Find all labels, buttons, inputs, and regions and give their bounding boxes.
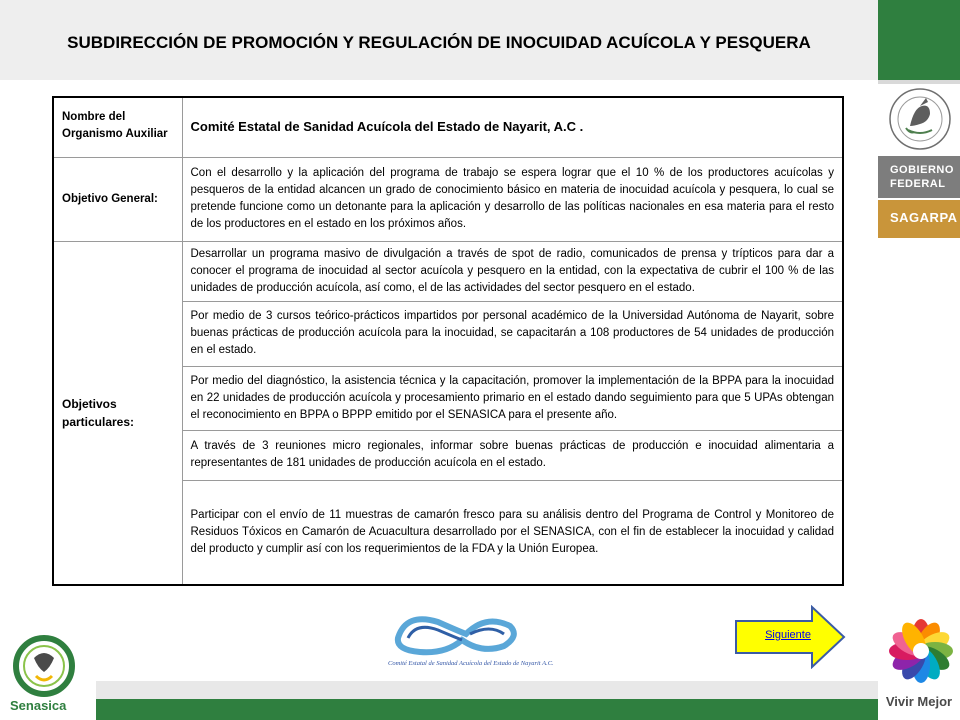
brand-gray-stripe	[878, 80, 960, 84]
vivir-mejor-label: Vivir Mejor	[885, 694, 953, 709]
gobierno-federal-badge	[878, 156, 960, 198]
brand-column	[878, 0, 960, 720]
objetivos-particulares-label: Objetivos particulares:	[53, 242, 182, 585]
mexico-coat-of-arms-icon	[884, 86, 956, 152]
vivir-mejor-flower-icon	[886, 616, 956, 686]
committee-caption: Comité Estatal de Sanidad Acuícola del Estado de Nayarit A.C.	[388, 660, 554, 667]
senasica-label: Senasica	[10, 698, 67, 713]
objetivo-particular-1: Desarrollar un programa masivo de divulgación a través de spot de radio, comunicados de prensa y trípticos para dar a conocer el programa de inocuidad al sector acuícola y pesquero en la entidad, con la expectativa de cubrir el 100 % de las unidades de producción acuícola, así como, el de las actividades del sector pesquero en el estado.	[182, 242, 843, 302]
table-row	[53, 242, 843, 302]
objetivo-particular-4: A través de 3 reuniones micro regionales, informar sobre buenas prácticas de producción e inocuidad alimentaria a representantes de 181 unidades de producción acuícola en el estado.	[182, 430, 843, 480]
table-row	[53, 157, 843, 241]
page-title: SUBDIRECCIÓN DE PROMOCIÓN Y REGULACIÓN DE INOCUIDAD ACUÍCOLA Y PESQUERA	[67, 32, 811, 52]
table-row	[53, 97, 843, 157]
objetivo-particular-2: Por medio de 3 cursos teórico-prácticos impartidos por personal académico de la Universidad Autónoma de Nayarit, sobre buenas prácticas de producción acuícola para la inocuidad, se capacitarán a 108 productores de 54 unidades de producción en el estado.	[182, 302, 843, 366]
brand-green-stripe	[878, 0, 960, 80]
organismo-label: Nombre del Organismo Auxiliar	[53, 97, 182, 157]
program-objectives-table	[52, 96, 844, 586]
federal-text: FEDERAL	[890, 178, 946, 190]
next-button[interactable]: Siguiente	[765, 629, 811, 641]
sagarpa-badge	[878, 200, 960, 238]
organismo-value-cell	[182, 97, 843, 157]
sagarpa-text: SAGARPA	[890, 210, 958, 225]
gobierno-text: GOBIERNO	[890, 164, 954, 176]
committee-logo-icon	[386, 604, 554, 668]
organismo-value: Comité Estatal de Sanidad Acuícola del Estado de Nayarit, A.C .	[190, 118, 584, 134]
objetivo-general-value: Con el desarrollo y la aplicación del programa de trabajo se espera lograr que el 10 % de los productores acuícolas y pesqueros de la entidad alcancen un grado de conocimiento básico en materia de inocuidad acuícola y pesquera, lo cual se pretende funcione como un detonante para la aplicación y desarrollo de las políticas nacionales en esa materia para el resto de los productores en el estado en los próximos años.	[182, 157, 843, 241]
objetivo-general-label: Objetivo General:	[53, 157, 182, 241]
header-band	[0, 0, 878, 80]
objetivo-particular-3: Por medio del diagnóstico, la asistencia técnica y la capacitación, promover la implementación de la BPPA para la inocuidad en 22 unidades de producción acuícola y procesamiento primario en el estado dando seguimiento para que 5 UPAs obtengan el reconocimiento en BPPA o BPPP emitido por el SENASICA para el presente año.	[182, 366, 843, 430]
footer-gray-strip	[96, 681, 878, 699]
objetivo-particular-5: Participar con el envío de 11 muestras de camarón fresco para su análisis dentro del Programa de Control y Monitoreo de Residuos Tóxicos en Camarón de Acuacultura desarrollado por el SENASICA, con el fin de establecer la inocuidad y calidad del producto y cumplir así con los requerimientos de la FDA y la Unión Europea.	[182, 481, 843, 585]
footer-green-strip	[96, 699, 878, 720]
